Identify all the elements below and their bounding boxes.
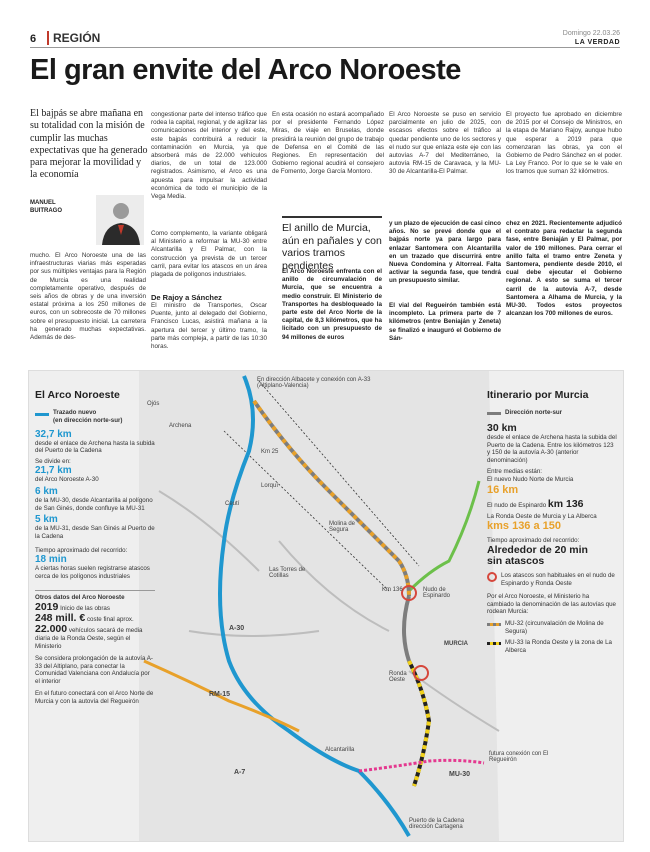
legend-mu33-line (487, 642, 501, 645)
legend-mu32 (487, 620, 617, 636)
note-1: Se considera prolongación de la autovía A-33 del Altiplano, para conectar la Comunidad Valenciana con Andalucía por el interior (35, 654, 153, 686)
stat-1 (35, 430, 155, 456)
map-label-cadena: Puerto de la Cadena dirección Cartagena (409, 818, 465, 830)
legend-mu32-text: MU-32 (circunvalación de Molina de Segura) (505, 620, 604, 635)
column-2c: El ministro de Transportes, Óscar Puente, junto al delegado del Gobierno, Francisco Lucas, asistirá mañana a la apertura del tercer y último tramo, la parte más compleja, a partir de las 10:30 horas. (151, 302, 267, 351)
other-title: Otros datos del Arco Noroeste (35, 594, 125, 602)
map-label-future: futura conexión con El Regueirón (489, 751, 549, 763)
column-1: mucho. El Arco Noroeste una de las infraestructuras viarias más esperadas por sus múltiples ventajas para la Región de Murcia es una realidad completamente operativo, después de seis años de obras y de una inversión estatal próxima a los 250 millones de euros, con un sobrecoste de 70 millones sobre el presupuesto inicial. La carretera ha generado muchas expectativas. Además de des- (30, 252, 146, 342)
map-label-lorqui: Lorquí (261, 483, 279, 489)
date: Domingo 22.03.26 (562, 30, 620, 37)
map-label-molina: Molina de Segura (329, 521, 356, 533)
map-label-top: En dirección Albacete y conexión con A-33 (Altiplano-Valencia) (257, 377, 371, 389)
legend-mu32-line (487, 623, 501, 626)
item-1-value: 16 km (487, 483, 519, 496)
other-data (35, 590, 155, 705)
headline: El gran envite del Arco Noroeste (30, 54, 461, 86)
legend-mu33-text: MU-33 la Ronda Oeste y la zona de La Alberca (505, 638, 612, 654)
right-legend-label: Dirección norte-sur (505, 409, 563, 416)
right-title: Itinerario por Murcia (487, 389, 589, 401)
author-name (30, 200, 90, 215)
column-4b: y un plazo de ejecución de casi cinco años. No se prevé donde que el bajpás norte ya para largo para enlazar Santomera con Alcantarilla en un trazado que discurrirá entre Nueva Condomina y Altorreal. Falta activar la segunda fase, que tendrá un presupuesto similar. (389, 220, 501, 285)
vehicles-value: 22.000 (35, 623, 68, 636)
map-label-a30: A-30 (229, 625, 245, 632)
map-label-ceuti: Ceutí (225, 501, 240, 507)
column-3: En esta ocasión no estará acompañado por el presidente Fernando López Miras, de viaje en Bruselas, donde presidirá la reunión del grupo de trabajo de Defensa en el Comité de las Regiones. En representación del Gobierno regional acudirá el consejero de Fomento, Jorge García Montoro. (272, 111, 384, 176)
between-label: Entre medias están: (487, 467, 543, 475)
cost-text: coste final aprox. (86, 616, 134, 624)
subhead: De Rajoy a Sánchez (151, 293, 222, 302)
right-time (487, 537, 617, 567)
stat-3-value: 6 km (35, 485, 58, 497)
left-time-label: Tiempo aproximado del recorrido: (35, 546, 128, 554)
cost-value: 248 mill. € (35, 612, 86, 625)
map-label-murcia: MURCIA (444, 641, 468, 647)
stat-3-text: de la MU-30, desde Alcantarilla al polígono de San Ginés, donde confluye la MU-31 (35, 496, 153, 512)
right-legend (487, 409, 617, 417)
right-time-value: Alrededor de 20 min (487, 544, 588, 557)
author-last: BUITRAGO (30, 207, 62, 214)
stat-1-text: desde el enlace de Archena hasta la subida del Puerto de la Cadena (35, 439, 155, 455)
column-5b: chez en 2021. Recientemente adjudicó el contrato para redactar la segunda fase, entre Beniaján y El Palmar, por valor de 190 millones. Para cerrar el anillo falta el tramo entre Zeneta y Santomera, pendiente desde 2010, el cual debe ejecutar el Gobierno regional. A esto se suma el tercer carril de la autovía A-7, desde Santomera a Alhama de Murcia, y la MU-30. Todos estos proyectos alcanzan los 700 millones de euros. (506, 220, 622, 318)
map-label-mu30: MU-30 (449, 771, 471, 778)
jam-circle-icon (487, 572, 497, 582)
right-stat (487, 423, 617, 465)
map-label-alcantarilla: Alcantarilla (325, 747, 355, 753)
stat-4-text: de la MU-31, desde San Ginés al Puerto de la Cadena (35, 525, 155, 541)
column-4c: El vial del Regueirón también está incompleto. La primera parte de 7 kilómetros (entre Beniaján y Zeneta) se finalizó e inauguró el Gobierno de Sán- (389, 302, 501, 342)
legend-blue-line (35, 413, 49, 416)
right-time-value-2: sin atascos (487, 555, 545, 568)
author-photo (96, 195, 144, 245)
stat-2-value: 21,7 km (35, 464, 72, 476)
left-time-text: A ciertas horas suelen registrarse atascos cerca de los polígonos industriales (35, 564, 150, 580)
right-stat-value: 30 km (487, 421, 517, 434)
left-panel (35, 389, 155, 706)
stat-1-value: 32,7 km (35, 428, 72, 440)
lead-text: El bajpás se abre mañana en su totalidad con la misión de cumplir las muchas expectativas que ha generado para mejorar la movilidad y la economía (30, 108, 148, 181)
year-text: Inicio de las obras (60, 605, 110, 613)
stat-2 (35, 458, 155, 484)
map-label-a7: A-7 (234, 769, 246, 776)
vehicles-text: vehículos sacará de media diaria de la Ronda Oeste, según el Ministerio (35, 627, 143, 650)
map-label-rm15: RM-15 (209, 691, 231, 698)
item-3-value: kms 136 a 150 (487, 520, 562, 533)
pull-quote: El anillo de Murcia, aún en pañales y con varios tramos pendientes (282, 222, 382, 272)
page-number: 6 (30, 33, 37, 45)
header-rule (30, 47, 620, 48)
left-legend (35, 409, 155, 425)
stat-4-value: 5 km (35, 514, 58, 526)
stat-2-prefix: Se divide en: (35, 458, 71, 466)
item-2-value: km 136 (547, 497, 584, 510)
infographic (28, 370, 624, 842)
column-2: congestionar parte del intenso tráfico que rodea la capital, regional, y de agilizar las comunicaciones del interior y del este, este bajpás contribuirá a reducir la contaminación en Murcia, ya que absorberá más de 22.000 vehículos diarios, de un total de 123.000 registrados. Asimismo, el Arco es una apuesta para impulsar la actividad económica de todo el municipio de la Vega Media. (151, 111, 267, 201)
map-label-archena: Archena (169, 423, 192, 429)
newspaper-name: LA VERDAD (574, 39, 620, 46)
column-2b: Como complemento, la variante obligará al Ministerio a reformar la MU-30 entre Alcantarilla y El Palmar, con la construcción ya prevista de un tercer carril, para evitar los atascos en un área plagada de polígonos industriales. (151, 230, 267, 279)
left-time (35, 547, 155, 580)
year-value: 2019 (35, 601, 59, 614)
item-3: La Ronda Oeste de Murcia y La Alberca (487, 512, 597, 520)
right-panel (487, 389, 617, 654)
jam-note (487, 572, 617, 588)
map-label-km136: Km 136 (382, 587, 403, 593)
legend-label: Trazado nuevo (53, 409, 97, 416)
stat-2-text: del Arco Noroeste A-30 (35, 475, 99, 483)
stat-4 (35, 515, 155, 541)
date-block (563, 29, 620, 47)
note-2: En el futuro conectará con el Arco Norte de Murcia y con la autovía del Regueirón (35, 689, 154, 705)
left-time-value: 18 min (35, 553, 67, 565)
column-4: El Arco Noroeste se puso en servicio parcialmente en julio de 2025, con escasos efectos sobre el tráfico al quedar pendiente uno de los sectores y el nudo sur que enlaza este eje con las autovías A-7 del Mediterráneo, la autovía RM-15 de Caravaca, y la MU-30 de Alcantarilla-El Palmar. (389, 111, 501, 176)
author-first: MANUEL (30, 200, 56, 206)
jam-text: Los atascos son habituales en el nudo de Espinardo y Ronda Oeste (501, 572, 615, 587)
column-3b: El Arco Noroeste enfrenta con el anillo de circunvalación de Murcia, que se encuentra a medio construir. El Ministerio de Transportes ha desbloqueado la parte este del Arco Norte de la capital, de 8,3 kilómetros, que ha licitado con un presupuesto de 94 millones de euros (282, 268, 382, 341)
legend-sub: (en dirección norte-sur) (53, 416, 123, 424)
right-time-label: Tiempo aproximado del recorrido: (487, 537, 580, 545)
pull-rule (282, 216, 382, 218)
item-2: El nudo de Espinardo (487, 501, 547, 509)
map-label-km25: Km 25 (261, 449, 279, 455)
map-label-torres: Las Torres de Cotillas (269, 567, 306, 579)
map-label-ojos: Ojós (147, 401, 160, 407)
legend-mu33 (487, 639, 617, 655)
legend-gray-line (487, 412, 501, 415)
author-silhouette-icon (96, 195, 144, 245)
map-label-nudo: Nudo de Espinardo (423, 587, 451, 599)
left-title: El Arco Noroeste (35, 389, 120, 401)
map-label-ronda: Ronda Oeste (389, 671, 407, 683)
column-5: El proyecto fue aprobado en diciembre de 2015 por el Consejo de Ministros, en la etapa de Mariano Rajoy, aunque hubo que esperar a 2019 para que comenzaran las obras, ya con el Gobierno de Pedro Sánchez en el poder. La Ley Franco. Por lo que se le vale en los tramos que suman 32 kilómetros. (506, 111, 622, 176)
right-stat-text: desde el enlace de Archena hasta la subida del Puerto de la Cadena. Entre los kilómetros 123 y 150 de la autovía A-30 (anterior denominación) (487, 433, 617, 465)
item-1: El nuevo Nudo Norte de Murcia (487, 475, 574, 483)
ministry-text: Por el Arco Noroeste, el Ministerio ha cambiado la denominación de las autovías que rodean Murcia: (487, 592, 616, 616)
section-title: REGIÓN (47, 31, 100, 45)
stat-3 (35, 487, 155, 513)
